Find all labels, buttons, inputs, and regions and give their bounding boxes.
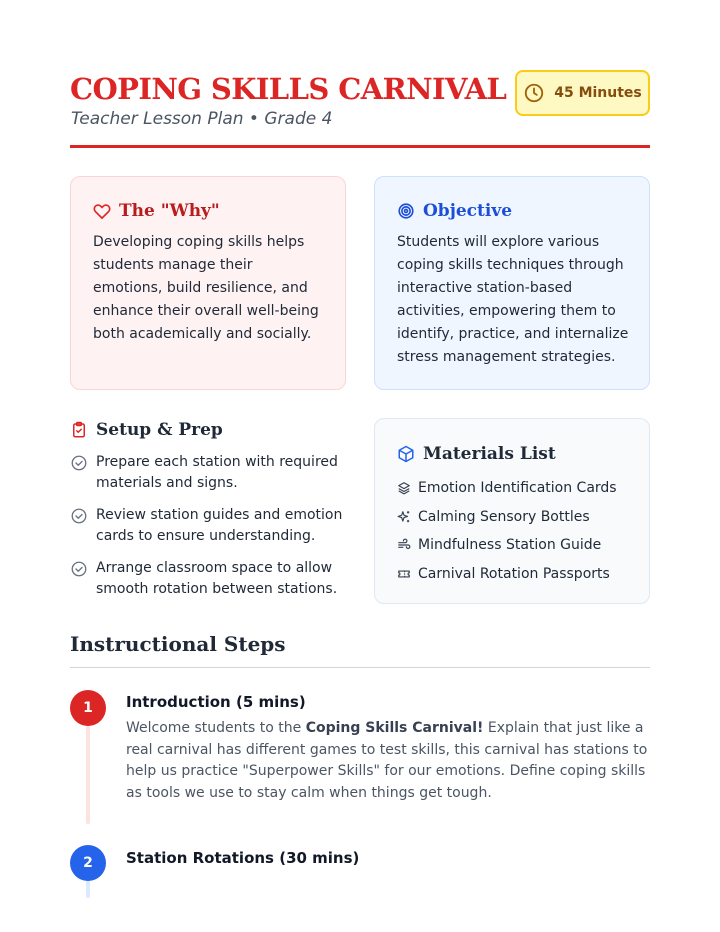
setup-item [70,452,346,494]
materials-item [397,474,629,503]
header [70,70,650,148]
setup-item-text: Review station guides and emotion cards to ensure understanding. [96,507,343,544]
objective-text: Students will explore various coping skills techniques through interactive station-based activities, empowering them to identify, practice, and internalize stress management strategies. [397,234,629,365]
ticket-icon [397,567,411,581]
why-title: The "Why" [119,201,220,221]
step-number-badge: 2 [70,845,106,881]
duration-badge [515,70,650,116]
why-heading [93,201,325,221]
check-circle-icon [70,454,88,472]
page-title: COPING SKILLS CARNIVAL [70,72,507,106]
objective-heading [397,201,629,221]
clipboard-check-icon [70,421,88,439]
duration-label: 45 Minutes [554,85,642,101]
target-icon [397,202,415,220]
step-description-text: Welcome students to the [126,720,306,736]
step-description-bold: Coping Skills Carnival! [305,720,484,736]
objective-title: Objective [423,201,513,221]
why-text: Developing coping skills helps students manage their emotions, build resilience, and enhance their overall well-being both academically and socially. [93,234,319,342]
setup-section [70,420,346,611]
setup-item [70,558,346,600]
wind-icon [397,538,411,552]
materials-heading [397,444,629,464]
materials-item [397,503,629,532]
step-timeline-line [86,878,90,898]
step-number-badge: 1 [70,690,106,726]
step-timeline-line [86,724,90,824]
heart-icon [93,202,111,220]
steps-heading: Instructional Steps [70,632,650,668]
materials-card [374,418,650,604]
materials-item-label: Calming Sensory Bottles [418,508,590,525]
sparkles-icon [397,510,411,524]
materials-item-label: Mindfulness Station Guide [418,537,602,554]
step-title: Station Rotations (30 mins) [126,849,360,867]
check-circle-icon [70,560,88,578]
box-icon [397,445,415,463]
materials-title: Materials List [423,444,556,464]
check-circle-icon [70,507,88,525]
materials-list [397,474,629,588]
objective-card [374,176,650,390]
clock-icon [523,82,545,104]
setup-item-text: Arrange classroom space to allow smooth rotation between stations. [96,560,338,597]
setup-item-text: Prepare each station with required materials and signs. [96,454,338,491]
materials-item [397,531,629,560]
materials-item-label: Emotion Identification Cards [418,480,617,497]
page-subtitle: Teacher Lesson Plan • Grade 4 [71,109,333,129]
step-description-text: Explain that just like a real carnival has different games to test skills, this carnival has stations to help us practice "Superpower Skills" for our emotions. Define coping skills as tools we use to stay calm when things get tough. [126,720,648,801]
materials-item [397,560,629,589]
materials-item-label: Carnival Rotation Passports [418,565,610,582]
step-title: Introduction (5 mins) [126,693,306,711]
setup-title: Setup & Prep [96,420,223,440]
setup-item [70,505,346,547]
setup-heading [70,420,346,440]
setup-list [70,452,346,600]
layers-icon [397,481,411,495]
why-card [70,176,346,390]
step-description [126,718,650,804]
